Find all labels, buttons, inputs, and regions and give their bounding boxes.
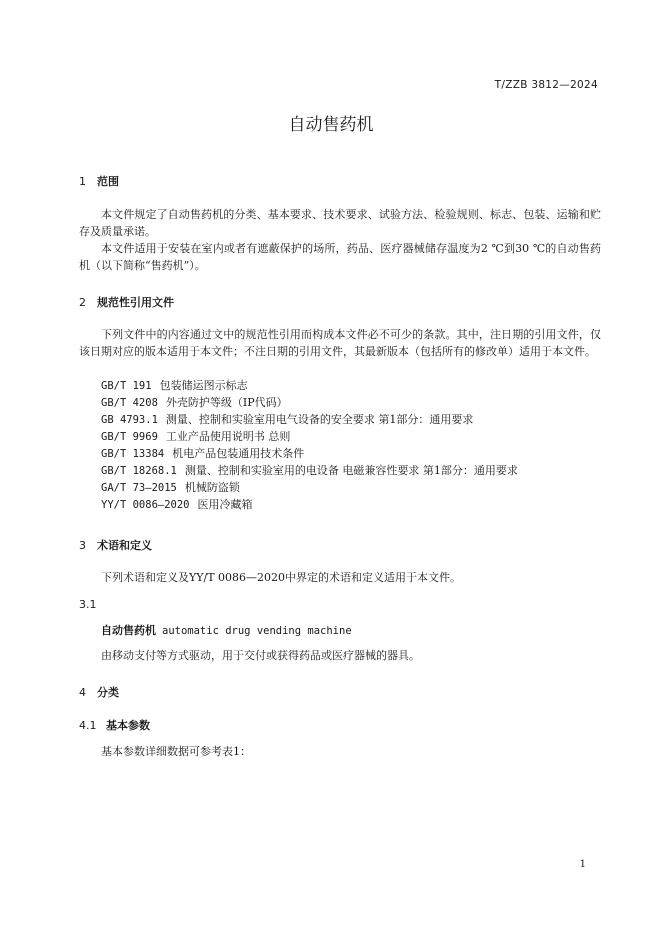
- section-2-heading: [79, 294, 174, 310]
- normative-refs-intro: 下列文件中的内容通过文中的规范性引用而构成本文件必不可少的条款。其中，注日期的引用文件，仅该日期对应的版本适用于本文件；不注日期的引用文件，其最新版本（包括所有的修改单）适用于本文件。: [79, 328, 601, 358]
- reference-code: GB/T 191: [101, 380, 152, 392]
- page-number: 1: [579, 859, 586, 870]
- section-4-heading: [79, 684, 119, 700]
- document-title: 自动售药机: [288, 115, 374, 135]
- reference-code: GB/T 13384: [101, 448, 165, 460]
- scope-paragraph-2: 本文件适用于安装在室内或者有遮蔽保护的场所，药品、医疗器械储存温度为2 ℃到30 ℃的自动售药机（以下简称“售药机”）。: [79, 242, 601, 272]
- reference-code: YY/T 0086—2020: [101, 499, 190, 511]
- reference-title: 外壳防护等级（IP代码）: [165, 396, 288, 409]
- term-english: automatic drug vending machine: [162, 625, 352, 637]
- scope-paragraph-1: 本文件规定了自动售药机的分类、基本要求、技术要求、试验方法、检验规则、标志、包装、运输和贮存及质量承诺。: [79, 208, 601, 238]
- subsection-number: 4.1: [79, 719, 97, 732]
- terms-intro: 下列术语和定义及YY/T 0086—2020中界定的术语和定义适用于本文件。: [101, 571, 462, 584]
- reference-title: 包装储运图示标志: [159, 379, 248, 392]
- basic-params-text: 基本参数详细数据可参考表1：: [101, 745, 251, 758]
- section-1-heading: [79, 173, 119, 189]
- reference-item: [101, 496, 253, 514]
- reference-title: 测量、控制和实验室用电气设备的安全要求 第1部分：通用要求: [165, 413, 474, 426]
- reference-title: 测量、控制和实验室用的电设备 电磁兼容性要求 第1部分：通用要求: [184, 464, 518, 477]
- reference-item: [101, 411, 473, 429]
- section-title: 范围: [97, 175, 119, 188]
- section-number: 1: [79, 175, 86, 188]
- term-chinese: 自动售药机: [101, 624, 156, 637]
- term-definition: 由移动支付等方式驱动，用于交付或获得药品或医疗器械的器具。: [101, 649, 420, 662]
- reference-title: 工业产品使用说明书 总则: [165, 430, 291, 443]
- reference-item: [101, 377, 248, 395]
- reference-item: [101, 428, 290, 446]
- section-number: 3: [79, 539, 86, 552]
- reference-title: 机械防盗锁: [184, 481, 240, 494]
- reference-item: [101, 445, 304, 463]
- reference-code: GB/T 9969: [101, 431, 158, 443]
- reference-code: GB 4793.1: [101, 414, 158, 426]
- reference-item: [101, 394, 288, 412]
- reference-title: 机电产品包装通用技术条件: [172, 447, 305, 460]
- section-title: 分类: [97, 686, 119, 699]
- section-title: 术语和定义: [97, 539, 152, 552]
- reference-item: [101, 479, 240, 497]
- reference-item: [101, 462, 518, 480]
- section-3-heading: [79, 537, 152, 553]
- reference-code: GB/T 4208: [101, 397, 158, 409]
- term-heading: [101, 622, 352, 638]
- section-title: 规范性引用文件: [97, 296, 174, 309]
- standard-number: T/ZZB 3812—2024: [494, 79, 598, 91]
- reference-code: GA/T 73—2015: [101, 482, 177, 494]
- reference-code: GB/T 18268.1: [101, 465, 177, 477]
- reference-title: 医用冷藏箱: [197, 498, 253, 511]
- subsection-title: 基本参数: [106, 719, 150, 732]
- section-number: 4: [79, 686, 86, 699]
- term-number: 3.1: [79, 598, 97, 611]
- subsection-4-1-heading: [79, 717, 150, 733]
- section-number: 2: [79, 296, 86, 309]
